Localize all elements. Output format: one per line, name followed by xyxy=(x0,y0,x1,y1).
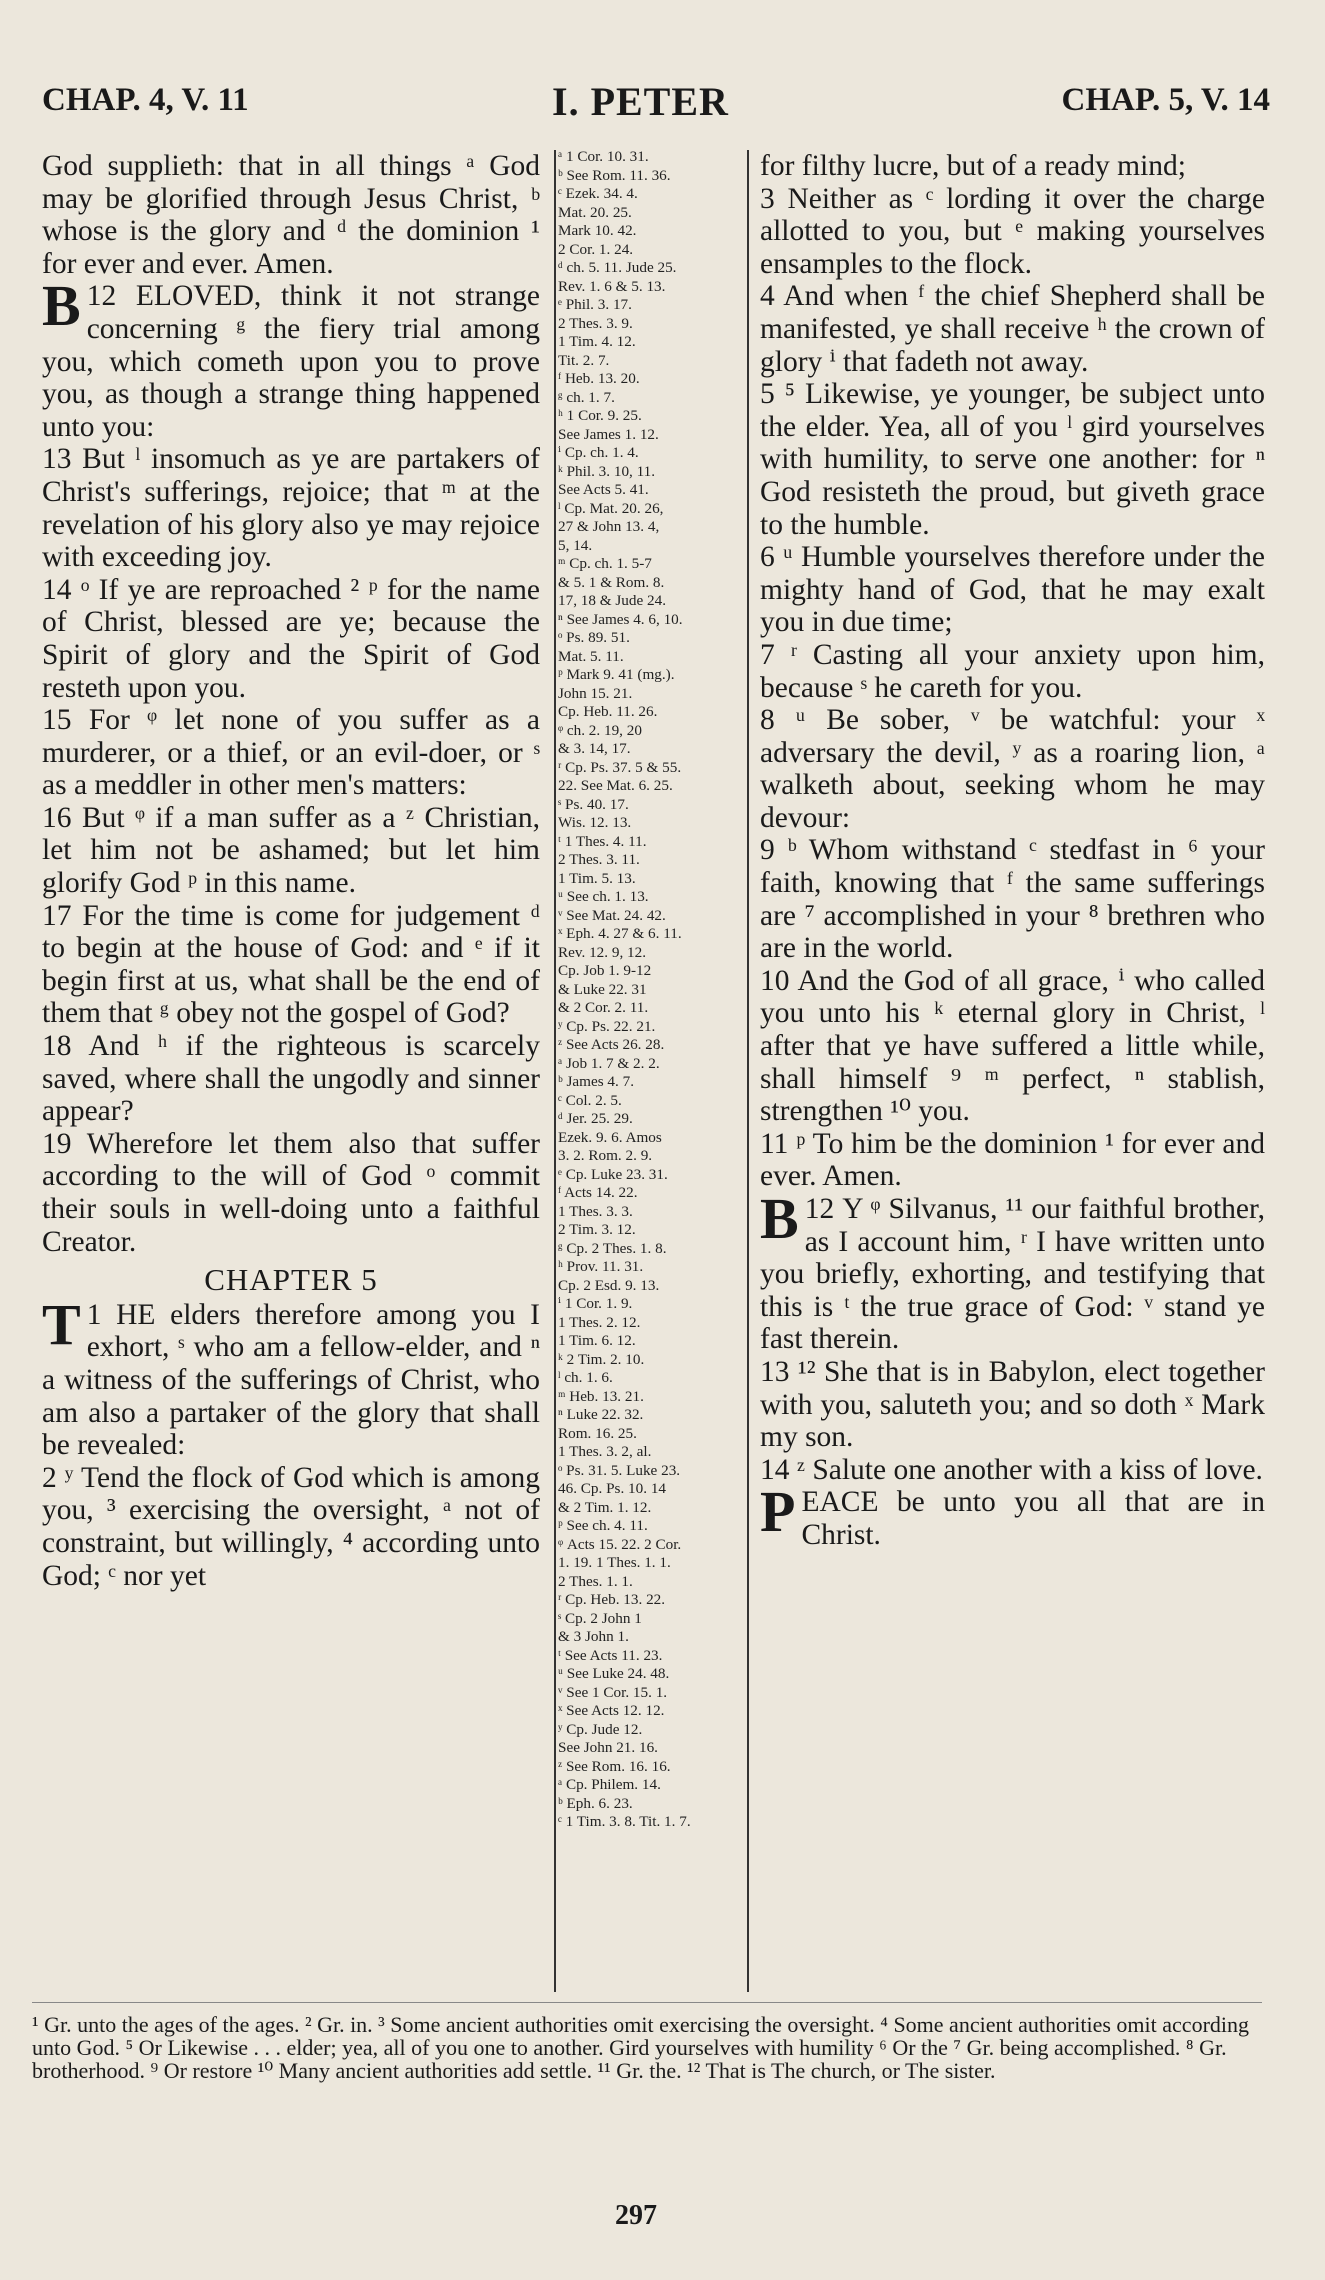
cross-reference-entry: ˢ Cp. 2 John 1 xyxy=(558,1609,642,1627)
cross-reference-entry: Rom. 16. 25. xyxy=(558,1424,637,1442)
cross-reference-entry: Tit. 2. 7. xyxy=(558,351,610,369)
cross-reference-entry: ᵃ Job 1. 7 & 2. 2. xyxy=(558,1054,660,1072)
verse-paragraph: 3 Neither as ᶜ lording it over the charge allotted to you, but ᵉ making yourselves ensamples to the flock. xyxy=(760,182,1265,280)
cross-reference-entry: ⁱ 1 Cor. 1. 9. xyxy=(558,1295,633,1312)
cross-reference-entry: Ezek. 9. 6. Amos xyxy=(558,1128,662,1146)
cross-reference-entry: 2 Thes. 3. 9. xyxy=(558,314,633,332)
drop-cap: B xyxy=(760,1186,799,1251)
cross-reference-entry: ᶜ Ezek. 34. 4. xyxy=(558,185,638,202)
cross-reference-entry: & 3 John 1. xyxy=(558,1628,629,1645)
cross-reference-entry: ˢ Ps. 40. 17. xyxy=(558,795,629,813)
verse-paragraph: 14 ᵒ If ye are reproached ² ᵖ for the name of Christ, blessed are ye; because the Spirit of glory and the Spirit of God resteth upon you. xyxy=(42,573,540,704)
left-text-column xyxy=(42,150,540,1592)
cross-reference-entry: ᶠ Acts 14. 22. xyxy=(558,1184,638,1201)
cross-reference-entry: 2 Thes. 3. 11. xyxy=(558,851,640,868)
cross-reference-entry: Rev. 1. 6 & 5. 13. xyxy=(558,277,666,295)
cross-reference-entry: ᵖ Mark 9. 41 (mg.). xyxy=(558,666,675,683)
cross-reference-entry: 1 Thes. 3. 3. xyxy=(558,1202,633,1220)
cross-reference-entry: ᵍ Cp. 2 Thes. 1. 8. xyxy=(558,1239,667,1257)
cross-reference-entry: ˡ Cp. Mat. 20. 26, xyxy=(558,499,664,517)
cross-reference-entry: ˣ See Acts 12. 12. xyxy=(558,1702,665,1719)
cross-reference-entry: & 5. 1 & Rom. 8. xyxy=(558,573,665,591)
cross-reference-entry: See John 21. 16. xyxy=(558,1739,658,1756)
cross-reference-entry: John 15. 21. xyxy=(558,684,633,702)
cross-reference-entry: Mat. 5. 11. xyxy=(558,647,624,665)
cross-reference-entry: ᶻ See Rom. 16. 16. xyxy=(558,1757,671,1775)
cross-reference-entry: ʳ Cp. Heb. 13. 22. xyxy=(558,1591,666,1608)
running-header xyxy=(42,79,1270,142)
cross-reference-entry: ⁿ See James 4. 6, 10. xyxy=(558,610,683,628)
cross-reference-entry: See Acts 5. 41. xyxy=(558,481,649,498)
cross-reference-entry: 1 Thes. 3. 2, al. xyxy=(558,1443,652,1460)
cross-reference-entry: ᵛ See 1 Cor. 15. 1. xyxy=(558,1683,668,1701)
cross-reference-entry: ᵒ Ps. 31. 5. Luke 23. xyxy=(558,1461,681,1479)
chapter-heading: CHAPTER 5 xyxy=(204,1262,378,1298)
verse-text: ELOVED, think it not strange concerning ᵍ the fiery trial among you, which cometh upon you to prove you, as though a strange thing happened unto you: xyxy=(42,280,541,443)
cross-reference-entry: ᵗ See Acts 11. 23. xyxy=(558,1646,663,1664)
footnotes: ¹ Gr. unto the ages of the ages. ² Gr. in. ³ Some ancient authorities omit exercising the oversight. ⁴ Some ancient authorities omit according unto God. ⁵ Or Likewise . . . elder; yea, all of you one to another. Gird yourselves with humility ⁶ Or the ⁷ Gr. being accomplished. ⁸ Gr. brotherhood. ⁹ Or restore ¹⁰ Many ancient authorities add settle. ¹¹ Gr. the. ¹² That is The church, or The sister. xyxy=(32,2002,1262,2082)
cross-reference-entry: 5, 14. xyxy=(558,536,593,554)
cross-reference-entry: ʳ Cp. Ps. 37. 5 & 55. xyxy=(558,758,682,776)
verse-paragraph: for filthy lucre, but of a ready mind; xyxy=(760,150,1186,182)
cross-reference-entry: ᵇ Eph. 6. 23. xyxy=(558,1794,633,1812)
cross-reference-entry: ᵃ 1 Cor. 10. 31. xyxy=(558,148,649,165)
verse-paragraph: 2 ʸ Tend the flock of God which is among you, ³ exercising the oversight, ᵃ not of constraint, but willingly, ⁴ according unto God; ᶜ nor yet xyxy=(42,1461,540,1592)
cross-reference-entry: ᵉ Phil. 3. 17. xyxy=(558,296,632,313)
verse-number: 12 xyxy=(86,280,117,313)
cross-reference-entry: ᶠ Heb. 13. 20. xyxy=(558,370,640,387)
cross-reference-entry: Mark 10. 42. xyxy=(558,222,637,239)
cross-reference-entry: & Luke 22. 31 xyxy=(558,980,647,998)
header-chapter-start: CHAP. 4, V. 11 xyxy=(42,82,249,118)
cross-reference-entry: & 3. 14, 17. xyxy=(558,740,631,757)
cross-reference-entry: ᵈ Jer. 25. 29. xyxy=(558,1110,633,1127)
cross-reference-entry: Cp. Heb. 11. 26. xyxy=(558,703,658,720)
verse-text: EACE be unto you all that are in Christ. xyxy=(801,1486,1265,1551)
cross-reference-entry: 27 & John 13. 4, xyxy=(558,518,660,535)
cross-reference-entry: ᵒ Ps. 89. 51. xyxy=(558,629,630,646)
cross-reference-entry: ᵍ ch. 1. 7. xyxy=(558,388,615,406)
verse-paragraph xyxy=(42,273,541,443)
cross-reference-entry: ᵠ ch. 2. 19, 20 xyxy=(558,721,642,739)
column-divider-right xyxy=(747,150,749,1992)
cross-reference-entry: ʰ 1 Cor. 9. 25. xyxy=(558,407,642,424)
verse-paragraph: God supplieth: that in all things ᵃ God may be glorified through Jesus Christ, ᵇ whose is the glory and ᵈ the dominion ¹ for ever and ever. Amen. xyxy=(42,150,540,280)
cross-reference-entry: Cp. 2 Esd. 9. 13. xyxy=(558,1276,660,1294)
cross-reference-entry: ᵏ Phil. 3. 10, 11. xyxy=(558,462,656,480)
drop-cap: T xyxy=(42,1291,81,1357)
cross-reference-entry: ᵈ ch. 5. 11. Jude 25. xyxy=(558,259,677,276)
cross-reference-entry: Cp. Job 1. 9-12 xyxy=(558,962,652,979)
cross-reference-entry: ᶜ 1 Tim. 3. 8. Tit. 1. 7. xyxy=(558,1813,691,1830)
cross-reference-entry: 17, 18 & Jude 24. xyxy=(558,592,666,609)
cross-reference-entry: ˣ Eph. 4. 27 & 6. 11. xyxy=(558,925,682,942)
verse-paragraph: 17 For the time is come for judgement ᵈ to begin at the house of God: and ᵉ if it begin first at us, what shall be the end of them that ᵍ obey not the gospel of God? xyxy=(42,899,540,1030)
cross-reference-entry: ᵖ See ch. 4. 11. xyxy=(558,1517,648,1534)
verse-paragraph: 19 Wherefore let them also that suffer according to the will of God ᵒ commit their souls in well-doing unto a faithful Creator. xyxy=(42,1127,540,1258)
cross-reference-entry: ʸ Cp. Ps. 22. 21. xyxy=(558,1017,656,1035)
header-book-title: I. PETER xyxy=(552,79,729,124)
drop-cap: P xyxy=(760,1479,796,1545)
cross-reference-entry: See James 1. 12. xyxy=(558,425,659,443)
cross-reference-entry: ⁱ Cp. ch. 1. 4. xyxy=(558,444,639,461)
verse-text: Y ᵠ Silvanus, ¹¹ our faithful brother, as I account him, ʳ I have written unto you briefly, exhorting, and testifying that this is ᵗ the true grace of God: ᵛ stand ye fast therein. xyxy=(760,1193,1266,1356)
cross-reference-entry: ᶻ See Acts 26. 28. xyxy=(558,1036,665,1053)
cross-reference-entry: 3. 2. Rom. 2. 9. xyxy=(558,1147,653,1164)
cross-reference-entry: ʰ Prov. 11. 31. xyxy=(558,1258,644,1275)
verse-paragraph: 14 ᶻ Salute one another with a kiss of love. xyxy=(760,1453,1263,1486)
cross-reference-entry: 46. Cp. Ps. 10. 14 xyxy=(558,1480,667,1497)
cross-reference-entry: 1 Tim. 4. 12. xyxy=(558,333,636,350)
cross-reference-entry: ᵃ Cp. Philem. 14. xyxy=(558,1776,661,1793)
column-divider-left xyxy=(554,150,556,1992)
cross-reference-entry: Wis. 12. 13. xyxy=(558,814,632,831)
header-chapter-end: CHAP. 5, V. 14 xyxy=(1061,82,1270,118)
verse-paragraph xyxy=(760,1479,1265,1551)
verse-paragraph: 7 ʳ Casting all your anxiety upon him, because ˢ he careth for you. xyxy=(760,638,1265,704)
cross-reference-entry: 22. See Mat. 6. 25. xyxy=(558,777,673,794)
cross-reference-entry: ᵘ See Luke 24. 48. xyxy=(558,1665,670,1682)
verse-paragraph xyxy=(760,1186,1266,1356)
cross-reference-entry: 1 Tim. 6. 12. xyxy=(558,1332,636,1349)
verse-paragraph: 8 ᵘ Be sober, ᵛ be watchful: your ˣ adversary the devil, ʸ as a roaring lion, ᵃ walketh about, seeking whom he may devour: xyxy=(760,704,1265,834)
verse-paragraph: 5 ⁵ Likewise, ye younger, be subject unto the elder. Yea, all of you ˡ gird yourselves with humility, to serve one another: for ⁿ God resisteth the proud, but giveth grace to the humble. xyxy=(760,378,1265,541)
verse-paragraph: 13 But ˡ insomuch as ye are partakers of Christ's sufferings, rejoice; that ᵐ at the revelation of his glory also ye may rejoice with exceeding joy. xyxy=(42,443,540,574)
cross-reference-entry: ᵐ Cp. ch. 1. 5-7 xyxy=(558,555,652,572)
verse-number: 12 xyxy=(804,1193,835,1225)
cross-reference-entry: 2 Thes. 1. 1. xyxy=(558,1572,633,1590)
verse-paragraph xyxy=(42,1291,541,1462)
verse-paragraph: 16 But ᵠ if a man suffer as a ᶻ Christian, let him not be ashamed; but let him glorify God ᵖ in this name. xyxy=(42,801,540,900)
cross-reference-entry: ⁿ Luke 22. 32. xyxy=(558,1406,644,1423)
cross-reference-entry: ˡ ch. 1. 6. xyxy=(558,1369,613,1386)
cross-reference-entry: Rev. 12. 9, 12. xyxy=(558,943,647,961)
verse-paragraph: 18 And ʰ if the righteous is scarcely saved, where shall the ungodly and sinner appear? xyxy=(42,1030,540,1128)
cross-reference-entry: ᵠ Acts 15. 22. 2 Cor. xyxy=(558,1535,682,1553)
cross-reference-entry: ᵉ Cp. Luke 23. 31. xyxy=(558,1165,668,1183)
cross-reference-column xyxy=(558,148,744,1832)
cross-reference-entry: ᵇ See Rom. 11. 36. xyxy=(558,166,671,184)
verse-paragraph: 6 ᵘ Humble yourselves therefore under the mighty hand of God, that he may exalt you in due time; xyxy=(760,541,1265,639)
verse-paragraph: 15 For ᵠ let none of you suffer as a murderer, or a thief, or an evil-doer, or ˢ as a meddler in other men's matters: xyxy=(42,704,540,802)
verse-text: HE elders therefore among you I exhort, ˢ who am a fellow-elder, and ⁿ a witness of the sufferings of Christ, who am also a partaker of the glory that shall be revealed: xyxy=(42,1298,541,1462)
cross-reference-entry: & 2 Tim. 1. 12. xyxy=(558,1498,652,1516)
verse-paragraph: 11 ᵖ To him be the dominion ¹ for ever and ever. Amen. xyxy=(760,1127,1265,1193)
cross-reference-entry: 2 Cor. 1. 24. xyxy=(558,240,634,258)
verse-paragraph: 10 And the God of all grace, ⁱ who called you unto his ᵏ eternal glory in Christ, ˡ after that ye have suffered a little while, shall himself ⁹ ᵐ perfect, ⁿ stablish, strengthen ¹⁰ you. xyxy=(760,964,1265,1128)
cross-reference-entry: 1 Thes. 2. 12. xyxy=(558,1313,641,1331)
cross-reference-entry: ᵘ See ch. 1. 13. xyxy=(558,888,649,905)
cross-reference-entry: ᵇ James 4. 7. xyxy=(558,1073,634,1090)
cross-reference-entry: ᵛ See Mat. 24. 42. xyxy=(558,906,666,924)
cross-reference-entry: ᵗ 1 Thes. 4. 11. xyxy=(558,832,647,850)
page-number: 297 xyxy=(615,2200,657,2231)
cross-reference-entry: 1 Tim. 5. 13. xyxy=(558,869,636,887)
cross-reference-entry: 1. 19. 1 Thes. 1. 1. xyxy=(558,1554,671,1571)
cross-reference-entry: ʸ Cp. Jude 12. xyxy=(558,1720,643,1738)
right-text-column xyxy=(760,150,1265,1552)
cross-reference-entry: ᶜ Col. 2. 5. xyxy=(558,1091,622,1109)
cross-reference-entry: 2 Tim. 3. 12. xyxy=(558,1221,636,1238)
verse-number: 1 xyxy=(86,1298,102,1331)
drop-cap: B xyxy=(42,273,81,339)
cross-reference-entry: ᵐ Heb. 13. 21. xyxy=(558,1387,644,1405)
cross-reference-entry: Mat. 20. 25. xyxy=(558,203,632,221)
cross-reference-entry: & 2 Cor. 2. 11. xyxy=(558,999,649,1016)
verse-paragraph: 4 And when ᶠ the chief Shepherd shall be manifested, ye shall receive ʰ the crown of glory ⁱ that fadeth not away. xyxy=(760,280,1265,378)
verse-paragraph: 13 ¹² She that is in Babylon, elect together with you, saluteth you; and so doth ˣ Mark my son. xyxy=(760,1355,1265,1454)
verse-paragraph: 9 ᵇ Whom withstand ᶜ stedfast in ⁶ your faith, knowing that ᶠ the same sufferings are ⁷ accomplished in your ⁸ brethren who are in the world. xyxy=(760,834,1265,965)
cross-reference-entry: ᵏ 2 Tim. 2. 10. xyxy=(558,1350,645,1368)
